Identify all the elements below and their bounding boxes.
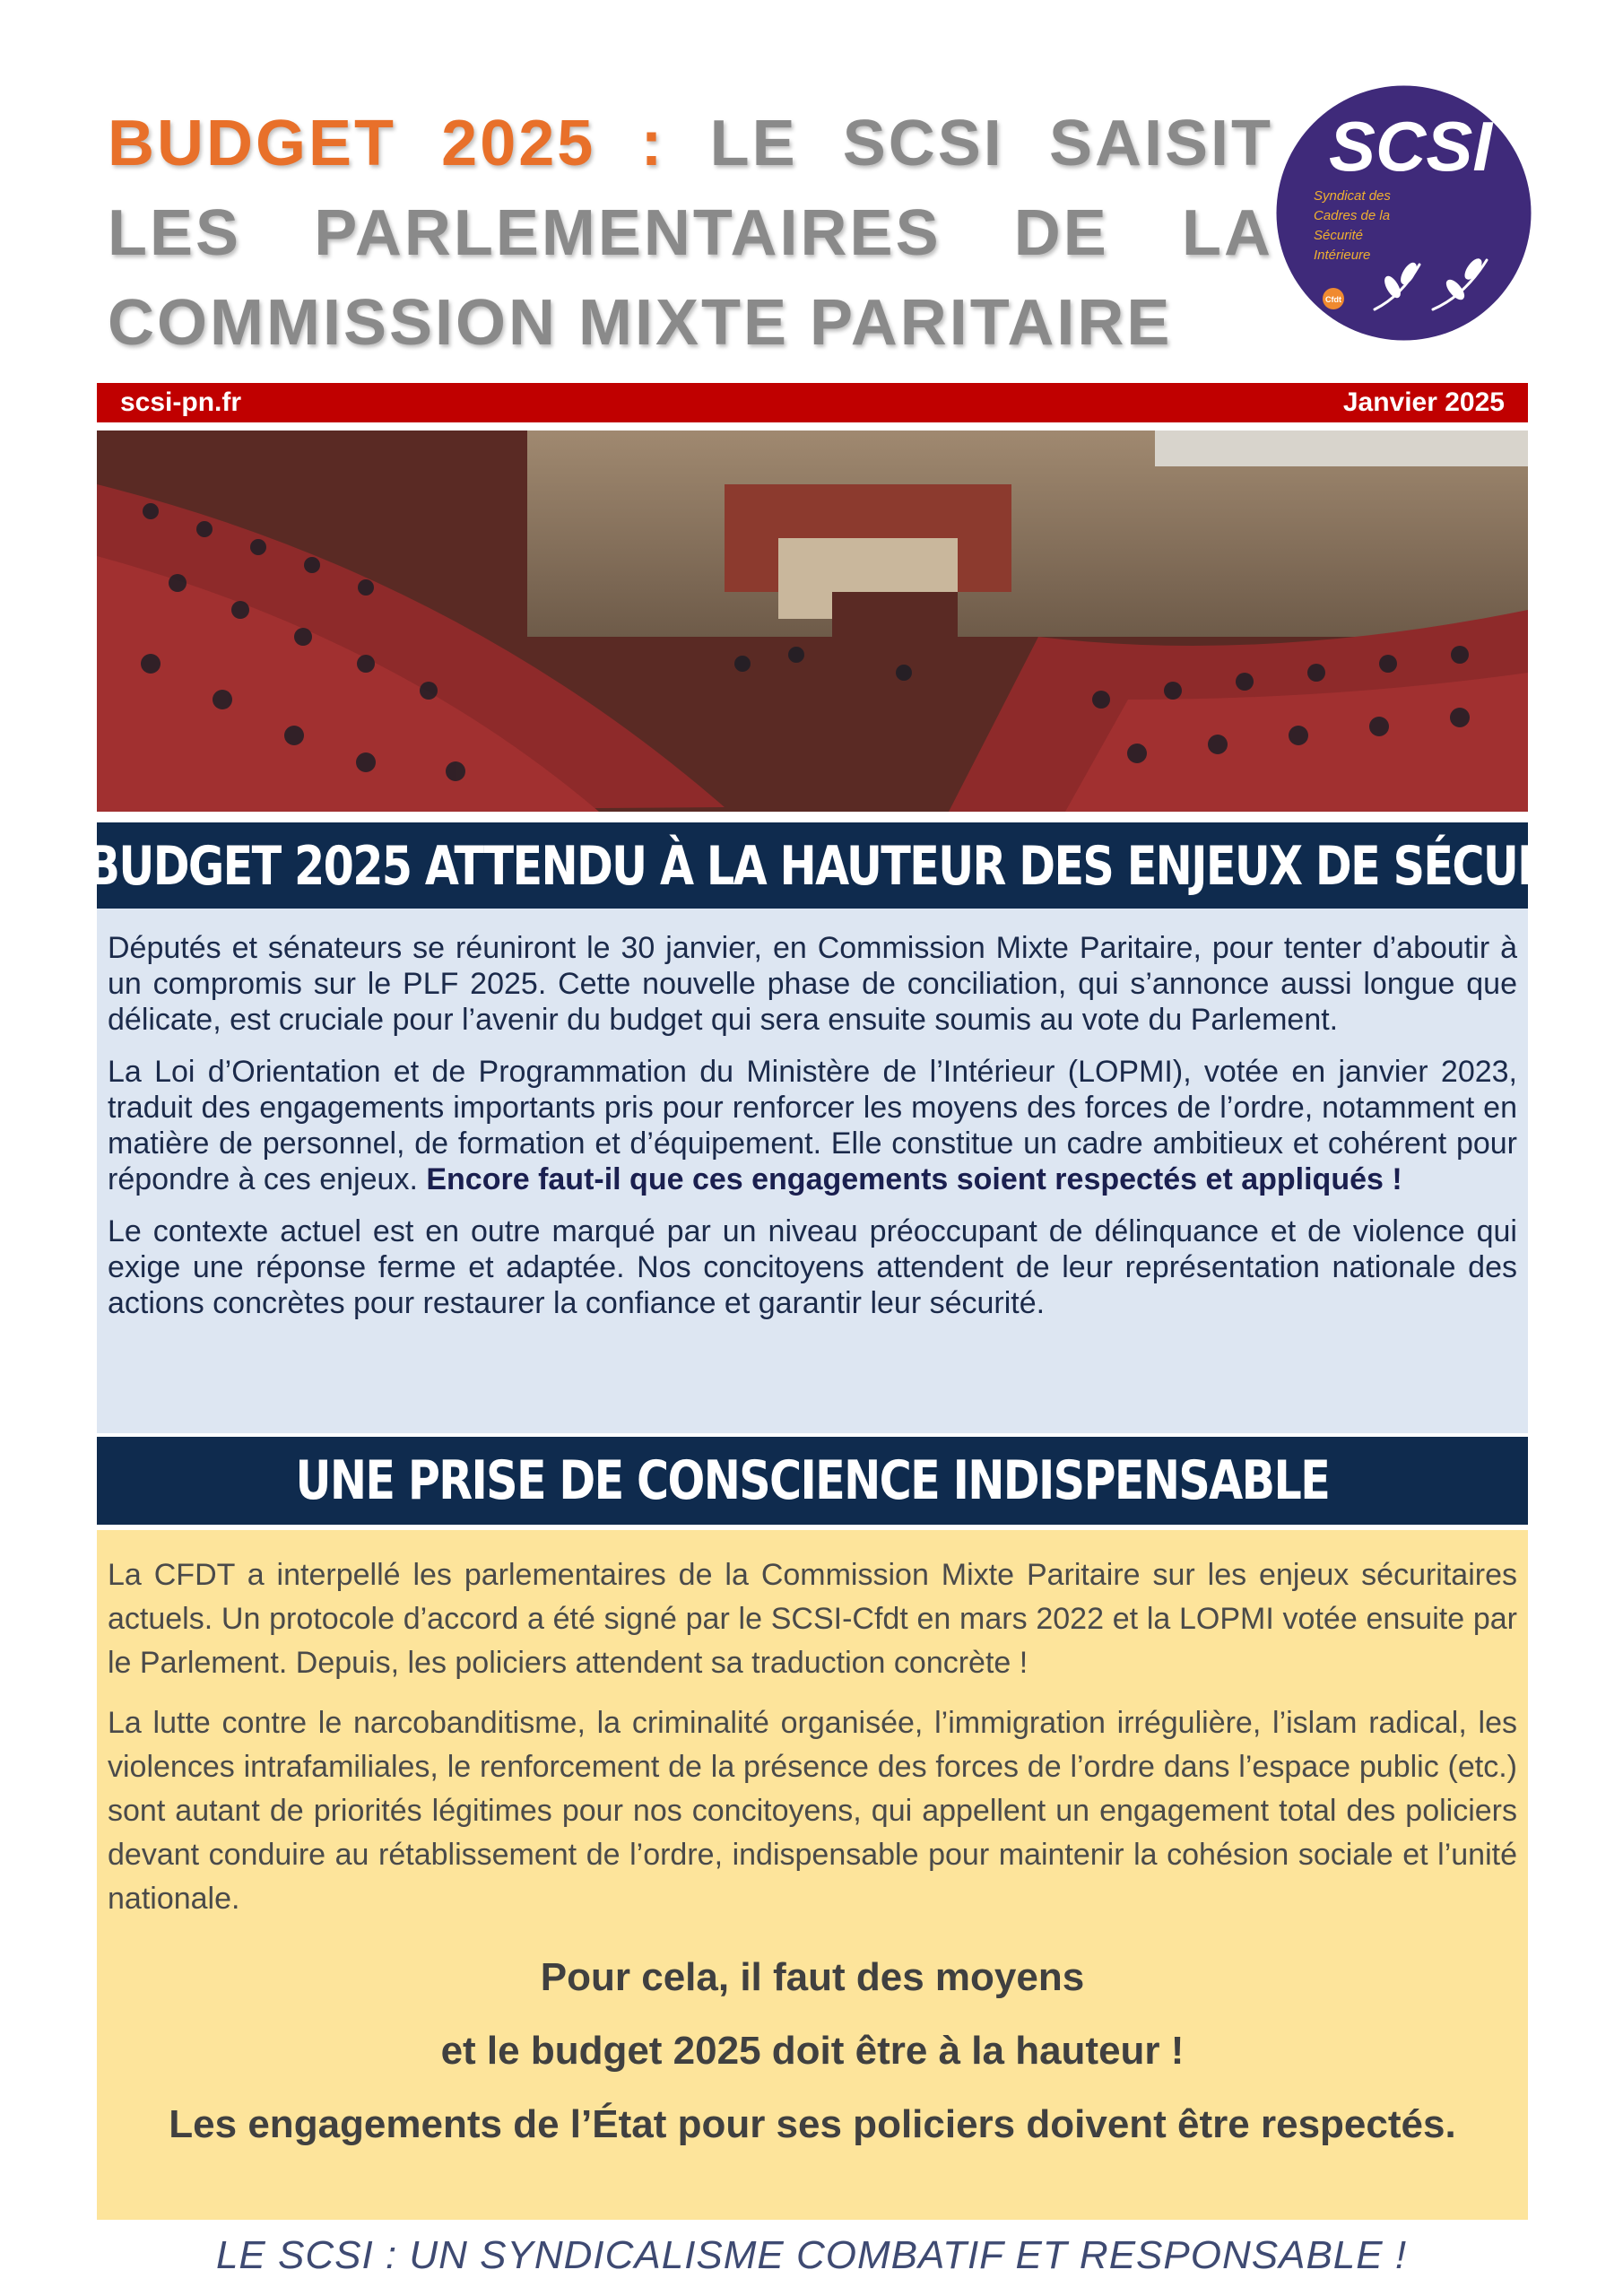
site-url: scsi-pn.fr bbox=[120, 387, 242, 417]
call-to-action-2: et le budget 2025 doit être à la hauteur ! bbox=[440, 2029, 1185, 2073]
title-line-2: LES PARLEMENTAIRES DE LA bbox=[108, 197, 1273, 269]
section-1-heading: UN BUDGET 2025 ATTENDU À LA HAUTEUR DES ENJEUX DE SÉCURITÉ bbox=[97, 822, 1528, 910]
logo-name: SCSI bbox=[1328, 107, 1493, 186]
section-1-emphasis: Encore faut-il que ces engagements soient respectés et appliqués ! bbox=[426, 1162, 1402, 1196]
call-to-action-3: Les engagements de l’État pour ses policiers doivent être respectés. bbox=[169, 2102, 1456, 2146]
section-1-paragraph-3: Le contexte actuel est en outre marqué par un niveau préoccupant de délinquance et de violence qui exige une réponse ferme et adaptée. Nos concitoyens attendent de leur représentation nationale des actions concrètes pour restaurer la confiance et garantir leur sécurité. bbox=[108, 1214, 1517, 1320]
title-line-1 bbox=[108, 99, 1273, 188]
section-2-paragraph-1: La CFDT a interpellé les parlementaires de la Commission Mixte Paritaire sur les enjeux sécuritaires actuels. Un protocole d’accord a été signé par le SCSI-Cfdt en mars 2022 et la LOPMI votée ensuite par le Parlement. Depuis, les policiers attendent sa traduction concrète ! bbox=[108, 1558, 1517, 1680]
section-1-body bbox=[97, 909, 1528, 1433]
header-banner bbox=[97, 383, 1528, 422]
svg-text:Cadres de la: Cadres de la bbox=[1314, 208, 1391, 223]
section-2-heading: UNE PRISE DE CONSCIENCE INDISPENSABLE bbox=[97, 1437, 1528, 1525]
title-line-3: COMMISSION MIXTE PARITAIRE bbox=[108, 287, 1173, 359]
section-1-paragraph-2: La Loi d’Orientation et de Programmation du Ministère de l’Intérieur (LOPMI), votée en janvier 2023, traduit des engagements importants pris pour renforcer les moyens des forces de l’ordre, notamment en matière de personnel, de formation et d’équipement. Elle constitue un cadre ambitieux et cohérent pour répondre à ces enjeux. Encore faut-il que ces engagements soient respectés et appliqués ! bbox=[108, 1055, 1517, 1196]
scsi-logo bbox=[1276, 85, 1532, 341]
call-to-action-1: Pour cela, il faut des moyens bbox=[540, 1955, 1085, 1999]
section-1-paragraph-1: Députés et sénateurs se réuniront le 30 janvier, en Commission Mixte Paritaire, pour tenter d’aboutir à un compromis sur le PLF 2025. Cette nouvelle phase de conciliation, qui s’annonce aussi longue que délicate, est cruciale pour l’avenir du budget qui sera ensuite soumis au vote du Parlement. bbox=[108, 931, 1517, 1037]
section-2-paragraph-2: La lutte contre le narcobanditisme, la criminalité organisée, l’immigration irrégulière, l’islam radical, les violences intrafamiliales, le renforcement de la présence des forces de l’ordre dans l’espace public (etc.) sont autant de priorités légitimes pour nos concitoyens, qui appellent un engagement total des policiers devant conduire au rétablissement de l’ordre, indispensable pour maintenir la cohésion sociale et l’unité nationale. bbox=[108, 1706, 1517, 1916]
issue-date: Janvier 2025 bbox=[1342, 387, 1505, 417]
page-title bbox=[108, 99, 1273, 368]
footer-slogan: LE SCSI : UN SYNDICALISME COMBATIF ET RESPONSABLE ! bbox=[215, 2233, 1408, 2277]
svg-text:Syndicat des: Syndicat des bbox=[1314, 188, 1391, 204]
svg-text:Intérieure: Intérieure bbox=[1314, 248, 1371, 263]
svg-text:Sécurité: Sécurité bbox=[1314, 228, 1364, 243]
assembly-hemicycle-photo bbox=[97, 430, 1528, 812]
section-2-body bbox=[97, 1530, 1528, 2220]
svg-text:Cfdt: Cfdt bbox=[1325, 295, 1341, 304]
title-line-1-rest: LE SCSI SAISIT bbox=[709, 108, 1273, 179]
title-accent: BUDGET 2025 : bbox=[108, 108, 665, 179]
